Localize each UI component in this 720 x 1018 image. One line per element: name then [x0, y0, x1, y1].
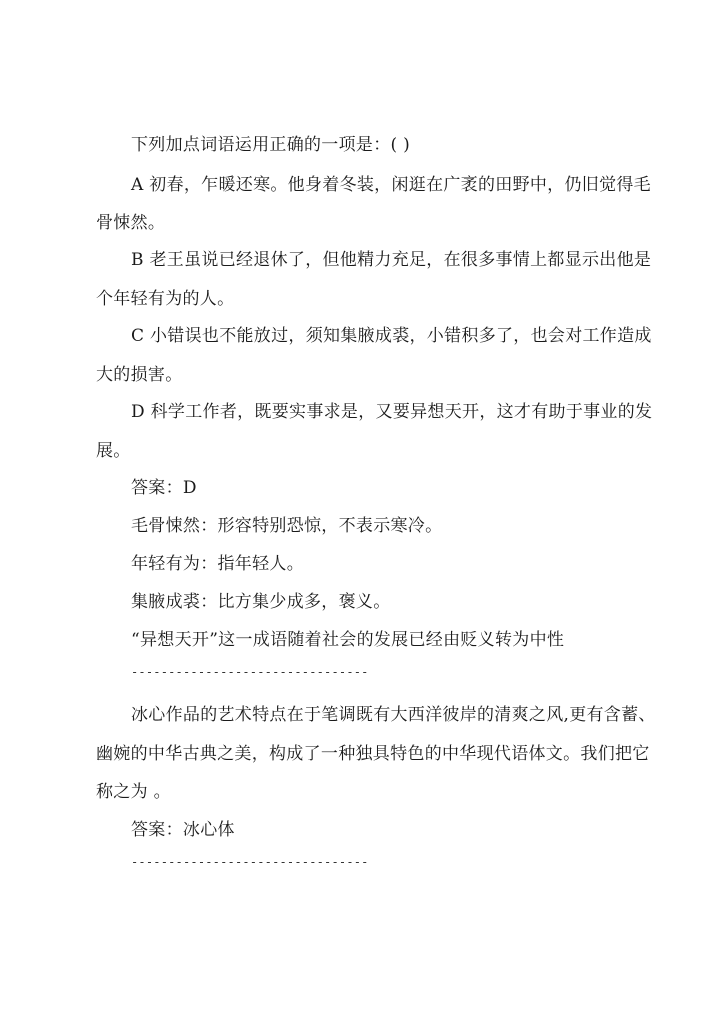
- question-2-answer: 答案：冰心体: [131, 820, 235, 840]
- option-b-line-2: 个年轻有为的人。: [96, 289, 235, 309]
- question-2-line-3: 称之为 。: [96, 782, 171, 802]
- question-2-line-1: 冰心作品的艺术特点在于笔调既有大西洋彼岸的清爽之风,更有含蓄、: [131, 705, 656, 725]
- option-c-line-2: 大的损害。: [96, 365, 183, 385]
- option-a-line-2: 骨悚然。: [96, 213, 166, 233]
- question-1-answer: 答案：D: [131, 478, 197, 498]
- explanation-1: 毛骨悚然：形容特别恐惊，不表示寒冷。: [131, 516, 443, 536]
- option-b-line-1: B 老王虽说已经退休了，但他精力充足，在很多事情上都显示出他是: [131, 250, 652, 270]
- question-1-stem: 下列加点词语运用正确的一项是：( ): [131, 135, 411, 155]
- option-c-line-1: C 小错误也不能放过，须知集腋成裘，小错积多了，也会对工作造成: [131, 326, 652, 346]
- explanation-3: 集腋成裘：比方集少成多，褒义。: [131, 592, 391, 612]
- explanation-4: “异想天开”这一成语随着社会的发展已经由贬义转为中性: [131, 630, 565, 650]
- option-d-line-1: D 科学工作者，既要实事求是，又要异想天开，这才有助于事业的发: [131, 402, 653, 422]
- separator-line-2: --------------------------------: [131, 855, 369, 869]
- separator-line-1: --------------------------------: [131, 665, 369, 679]
- option-a-line-1: A 初春，乍暖还寒。他身着冬装，闲逛在广袤的田野中，仍旧觉得毛: [131, 175, 651, 195]
- question-2-line-2: 幽婉的中华古典之美，构成了一种独具特色的中华现代语体文。我们把它: [96, 744, 650, 764]
- explanation-2: 年轻有为：指年轻人。: [131, 554, 304, 574]
- option-d-line-2: 展。: [96, 441, 131, 461]
